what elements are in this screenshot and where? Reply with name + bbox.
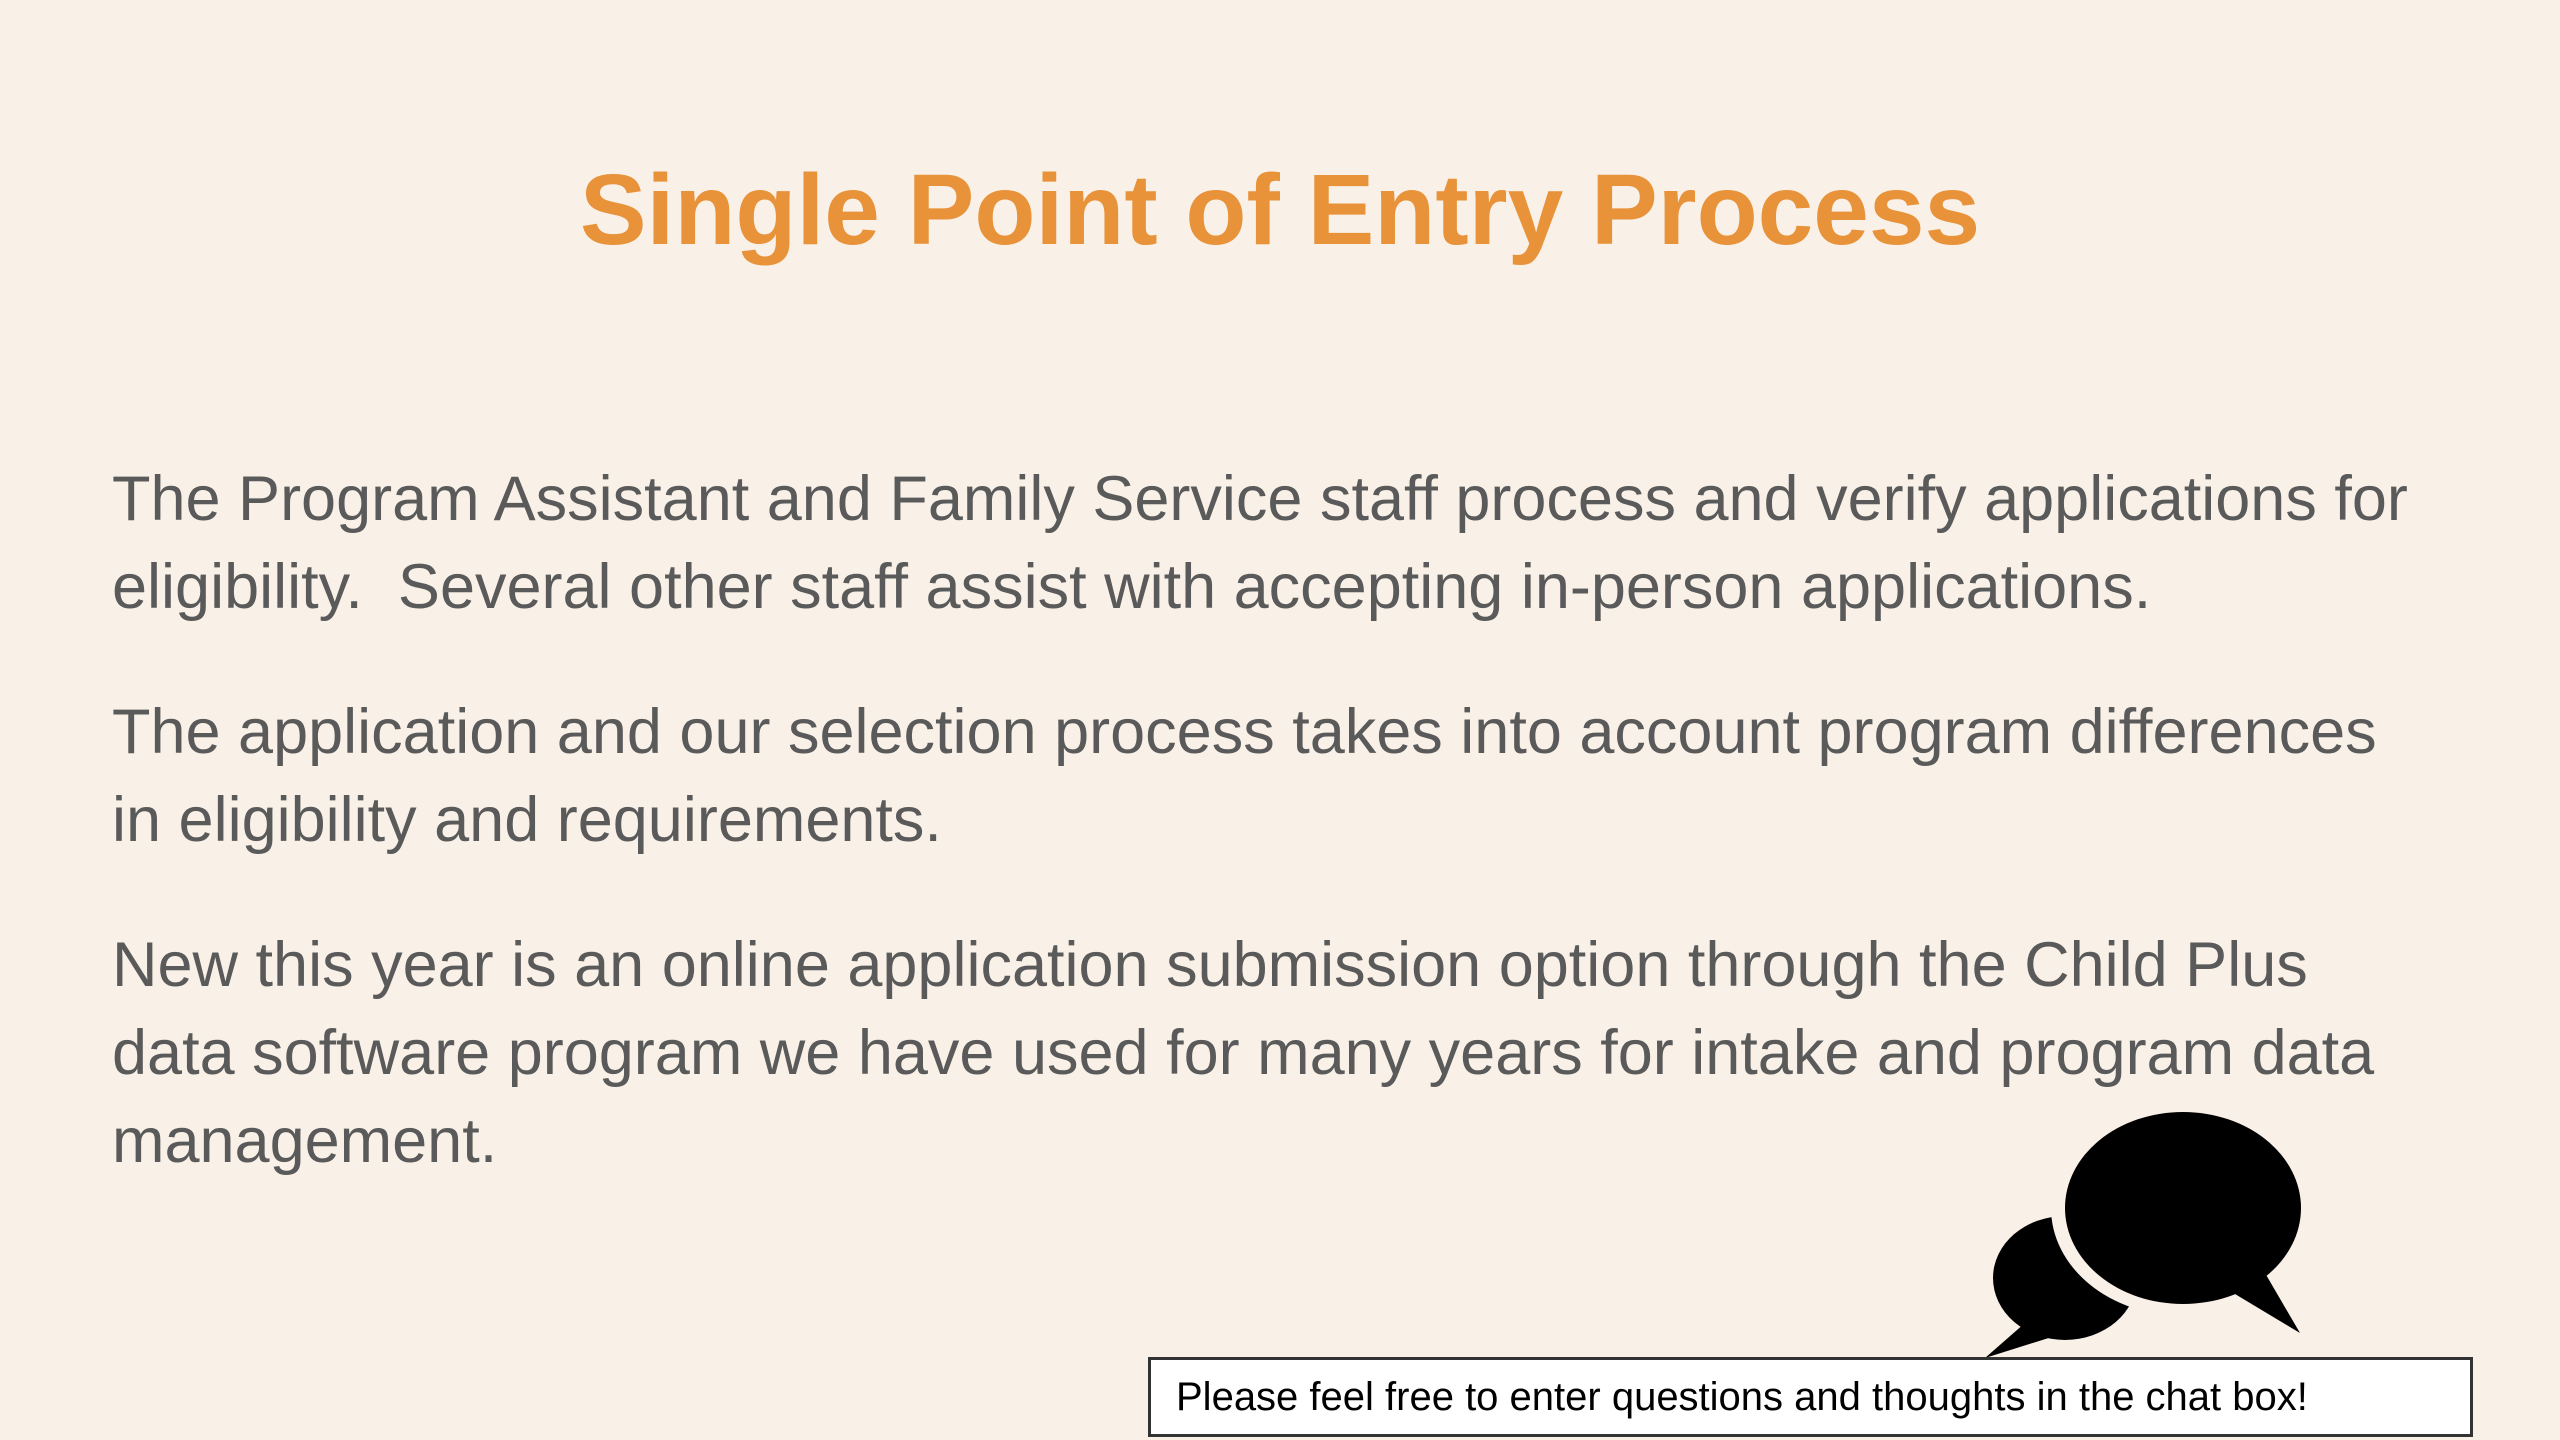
paragraph-selection: The application and our selection process takes into account program differences in eligibility and requirements. [112, 697, 2395, 855]
slide-title: Single Point of Entry Process [579, 154, 1981, 266]
chat-bubbles-icon [1985, 1108, 2305, 1358]
chat-prompt-box: Please feel free to enter questions and thoughts in the chat box! [1148, 1357, 2473, 1437]
paragraph-online-application: New this year is an online application submission option through the Child Plus data software program we have used for many years for intake and program data management. [112, 930, 2392, 1176]
paragraph-staff: The Program Assistant and Family Service staff process and verify applications for eligibility. Several other staff assist with accepting in-person applications. [112, 464, 2426, 622]
